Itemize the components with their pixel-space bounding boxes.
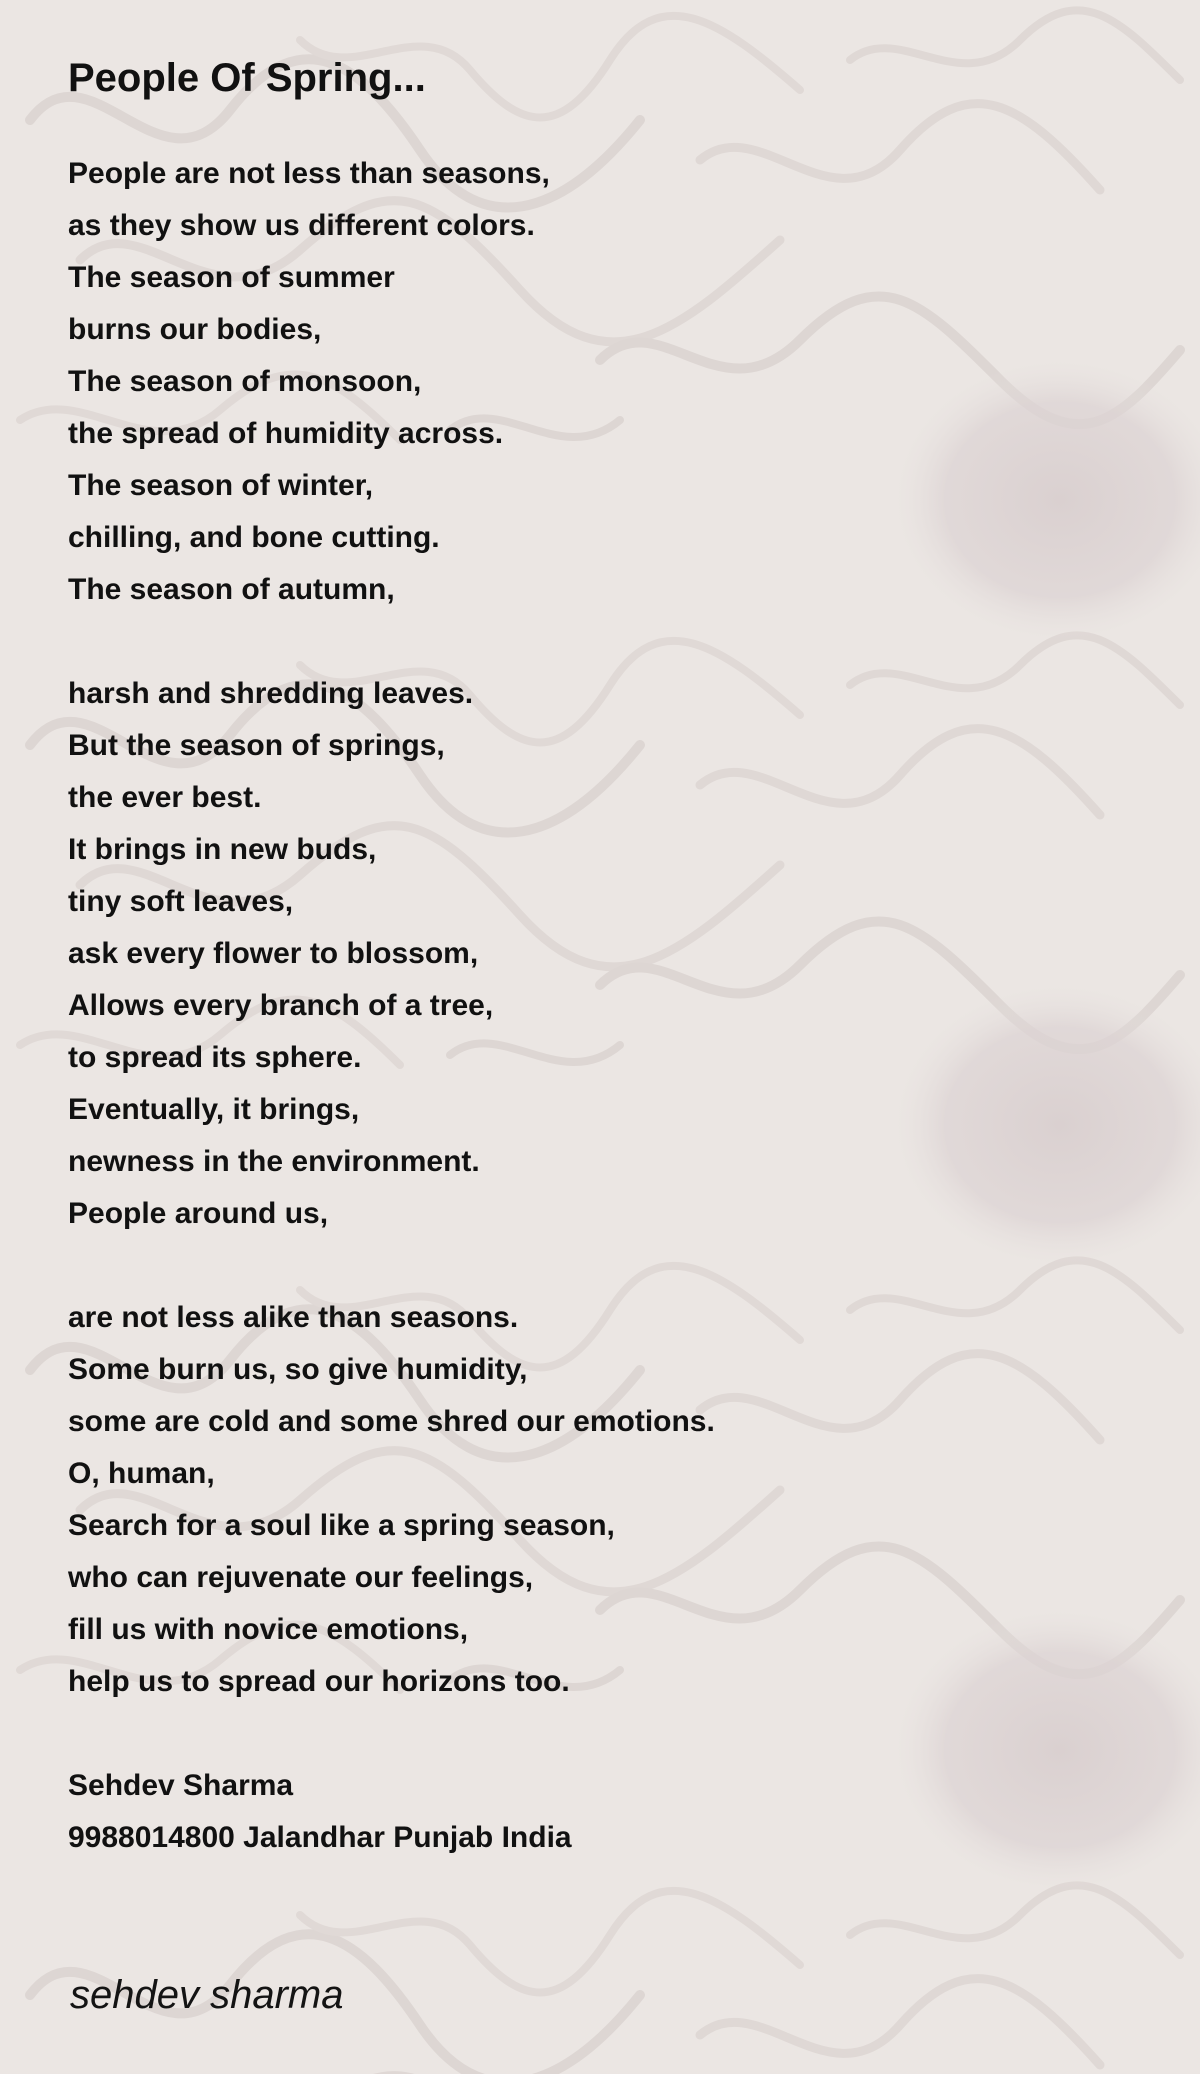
poem-line: who can rejuvenate our feelings, bbox=[68, 1561, 534, 1594]
poem-line: Some burn us, so give humidity, bbox=[68, 1353, 528, 1386]
poem-line: burns our bodies, bbox=[68, 313, 322, 346]
poem-line: People are not less than seasons, bbox=[68, 157, 550, 190]
stanza-break bbox=[68, 616, 1148, 668]
poem-line: tiny soft leaves, bbox=[68, 885, 294, 918]
poem-line: It brings in new buds, bbox=[68, 833, 377, 866]
poem-line: help us to spread our horizons too. bbox=[68, 1665, 570, 1698]
author-signature: sehdev sharma bbox=[70, 1973, 344, 2017]
poem-line: some are cold and some shred our emotions. bbox=[68, 1405, 715, 1438]
poem-line: to spread its sphere. bbox=[68, 1041, 362, 1074]
poem-line: The season of winter, bbox=[68, 469, 374, 502]
poem-line: as they show us different colors. bbox=[68, 209, 535, 242]
author-contact-line: 9988014800 Jalandhar Punjab India bbox=[68, 1821, 572, 1854]
poem-line: The season of monsoon, bbox=[68, 365, 422, 398]
author-name-line: Sehdev Sharma bbox=[68, 1769, 294, 1802]
poem-line: the spread of humidity across. bbox=[68, 417, 504, 450]
stanza-break bbox=[68, 1240, 1148, 1292]
poem-line: Allows every branch of a tree, bbox=[68, 989, 494, 1022]
stanza-break bbox=[68, 1708, 1148, 1760]
poem-body bbox=[68, 148, 1148, 1864]
poem-line: O, human, bbox=[68, 1457, 215, 1490]
poem-line: The season of summer bbox=[68, 261, 395, 294]
poem-title: People Of Spring... bbox=[68, 56, 426, 100]
poem-line: But the season of springs, bbox=[68, 729, 445, 762]
poem-line: newness in the environment. bbox=[68, 1145, 480, 1178]
poem-line: People around us, bbox=[68, 1197, 329, 1230]
poem-line: ask every flower to blossom, bbox=[68, 937, 479, 970]
poem-line: fill us with novice emotions, bbox=[68, 1613, 469, 1646]
poem-line: harsh and shredding leaves. bbox=[68, 677, 474, 710]
poem-line: the ever best. bbox=[68, 781, 262, 814]
poem-line: Eventually, it brings, bbox=[68, 1093, 360, 1126]
poem-line: are not less alike than seasons. bbox=[68, 1301, 519, 1334]
poem-line: Search for a soul like a spring season, bbox=[68, 1509, 615, 1542]
poem-line: chilling, and bone cutting. bbox=[68, 521, 440, 554]
poem-line: The season of autumn, bbox=[68, 573, 395, 606]
